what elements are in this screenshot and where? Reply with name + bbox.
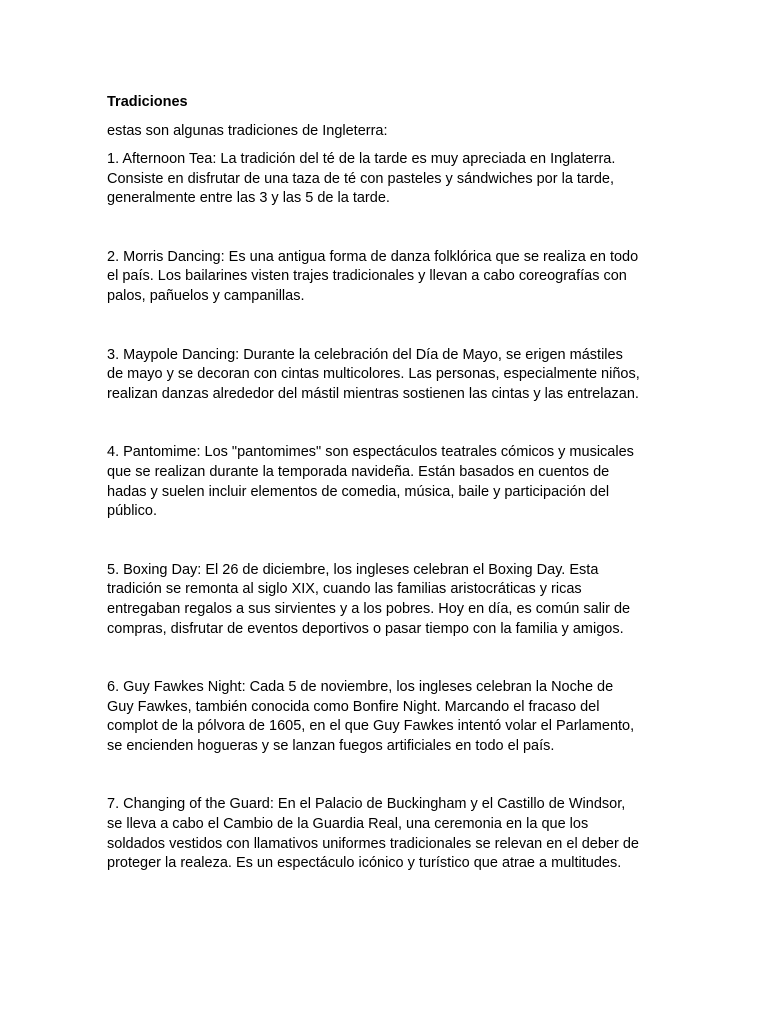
tradition-item-line: tradición se remonta al siglo XIX, cuando las familias aristocráticas y ricas: [107, 581, 582, 598]
tradition-item-line: palos, pañuelos y campanillas.: [107, 287, 305, 304]
document-body: [107, 92, 667, 874]
tradition-item-line: generalmente entre las 3 y las 5 de la tarde.: [107, 190, 390, 207]
tradition-item-pantomime: [107, 443, 667, 521]
tradition-list: [107, 150, 667, 874]
tradition-item-line: se encienden hogueras y se lanzan fuegos artificiales en todo el país.: [107, 737, 555, 754]
tradition-item-line: 7. Changing of the Guard: En el Palacio de Buckingham y el Castillo de Windsor,: [107, 796, 626, 813]
document-title: Tradiciones: [107, 94, 188, 110]
tradition-item-line: que se realizan durante la temporada navideña. Están basados en cuentos de: [107, 463, 610, 480]
tradition-item-line: Guy Fawkes, también conocida como Bonfire Night. Marcando el fracaso del: [107, 698, 600, 715]
tradition-item-line: se lleva a cabo el Cambio de la Guardia Real, una ceremonia en la que los: [107, 816, 589, 833]
tradition-item-line: entregaban regalos a sus sirvientes y a los pobres. Hoy en día, es común salir de: [107, 600, 631, 617]
tradition-item-changing-of-the-guard: [107, 795, 667, 873]
tradition-item-line: realizan danzas alrededor del mástil mientras sostienen las cintas y las entrelazan.: [107, 385, 639, 402]
tradition-item-line: 4. Pantomime: Los "pantomimes" son espectáculos teatrales cómicos y musicales: [107, 444, 634, 461]
tradition-item-line: proteger la realeza. Es un espectáculo icónico y turístico que atrae a multitudes.: [107, 855, 622, 872]
tradition-item-line: 2. Morris Dancing: Es una antigua forma de danza folklórica que se realiza en todo: [107, 248, 639, 265]
tradition-item-line: público.: [107, 503, 157, 520]
tradition-item-line: 5. Boxing Day: El 26 de diciembre, los ingleses celebran el Boxing Day. Esta: [107, 561, 599, 578]
tradition-item-line: el país. Los bailarines visten trajes tradicionales y llevan a cabo coreografías con: [107, 268, 627, 285]
tradition-item-line: hadas y suelen incluir elementos de comedia, música, baile y participación del: [107, 483, 610, 500]
tradition-item-maypole-dancing: [107, 346, 667, 405]
tradition-item-line: 1. Afternoon Tea: La tradición del té de la tarde es muy apreciada en Inglaterra.: [107, 151, 616, 167]
tradition-item-line: Consiste en disfrutar de una taza de té con pasteles y sándwiches por la tarde,: [107, 170, 614, 187]
tradition-item-boxing-day: [107, 561, 667, 639]
tradition-item-line: 3. Maypole Dancing: Durante la celebración del Día de Mayo, se erigen mástiles: [107, 346, 623, 363]
tradition-item-line: compras, disfrutar de eventos deportivos o pasar tiempo con la familia y amigos.: [107, 620, 624, 637]
tradition-item-line: de mayo y se decoran con cintas multicolores. Las personas, especialmente niños,: [107, 366, 640, 383]
tradition-item-line: complot de la pólvora de 1605, en el que Guy Fawkes intentó volar el Parlamento,: [107, 718, 635, 735]
tradition-item-line: soldados vestidos con llamativos uniformes tradicionales se relevan en el deber de: [107, 835, 639, 852]
tradition-item-line: 6. Guy Fawkes Night: Cada 5 de noviembre, los ingleses celebran la Noche de: [107, 679, 614, 696]
tradition-item-afternoon-tea: [107, 150, 667, 209]
tradition-item-guy-fawkes-night: [107, 678, 667, 756]
document-intro: estas son algunas tradiciones de Ingleterra:: [107, 123, 388, 139]
tradition-item-morris-dancing: [107, 248, 667, 307]
